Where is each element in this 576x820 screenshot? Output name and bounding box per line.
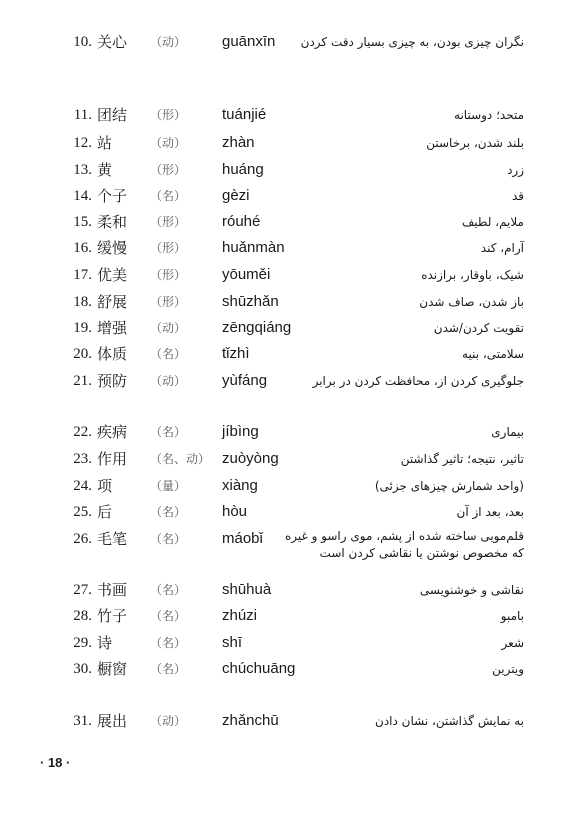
entry-number: 15. bbox=[73, 214, 92, 230]
entry-number: 29. bbox=[73, 635, 92, 651]
entry-number: 11. bbox=[73, 107, 92, 123]
part-of-speech: （名） bbox=[150, 662, 187, 676]
entry-number: 13. bbox=[73, 162, 92, 178]
chinese-word: 橱窗 bbox=[97, 660, 128, 678]
chinese-word: 后 bbox=[97, 503, 113, 521]
vocab-entry bbox=[0, 578, 576, 602]
persian-definition: جلوگیری کردن از، محافظت کردن در برابر bbox=[312, 374, 524, 388]
part-of-speech: （量） bbox=[150, 479, 187, 493]
persian-definition: به نمایش گذاشتن، نشان دادن bbox=[375, 714, 524, 728]
chinese-word: 关心 bbox=[97, 33, 128, 51]
persian-definition: سلامتی، بنیه bbox=[462, 347, 524, 361]
entry-number: 14. bbox=[73, 188, 92, 204]
entry-number: 24. bbox=[73, 478, 92, 494]
persian-definition: (واحد شمارش چیزهای جزئی) bbox=[374, 479, 524, 493]
part-of-speech: （形） bbox=[150, 241, 187, 255]
part-of-speech: （名、动） bbox=[150, 452, 211, 466]
vocab-entry bbox=[0, 30, 576, 54]
entry-number: 12. bbox=[73, 135, 92, 151]
pinyin: róuhé bbox=[222, 213, 261, 230]
persian-definition: بیماری bbox=[491, 425, 524, 439]
entry-number: 10. bbox=[73, 34, 92, 50]
persian-definition: زرد bbox=[507, 163, 524, 177]
chinese-word: 个子 bbox=[97, 187, 128, 205]
entry-number: 28. bbox=[73, 608, 92, 624]
page-number: · 18 · bbox=[40, 755, 71, 770]
chinese-word: 优美 bbox=[97, 266, 128, 284]
chinese-word: 舒展 bbox=[97, 293, 128, 311]
pinyin: yùfáng bbox=[222, 372, 268, 389]
part-of-speech: （名） bbox=[150, 609, 187, 623]
persian-definition: نگران چیزی بودن، به چیزی بسیار دقت کردن bbox=[300, 35, 524, 49]
entry-number: 20. bbox=[73, 346, 92, 362]
persian-definition: بعد، بعد از آن bbox=[456, 505, 524, 519]
persian-definition: ویترین bbox=[492, 662, 524, 676]
entry-number: 25. bbox=[73, 504, 92, 520]
pinyin: shī bbox=[222, 634, 243, 651]
pinyin: huáng bbox=[222, 161, 264, 178]
vocab-entry bbox=[0, 474, 576, 498]
chinese-word: 黄 bbox=[97, 161, 113, 179]
persian-definition: نقاشی و خوشنویسی bbox=[419, 583, 524, 597]
vocab-entry bbox=[0, 236, 576, 260]
part-of-speech: （形） bbox=[150, 268, 187, 282]
persian-definition: بلند شدن، برخاستن bbox=[426, 136, 524, 150]
persian-definition: شعر bbox=[501, 636, 524, 650]
part-of-speech: （名） bbox=[150, 636, 187, 650]
part-of-speech: （形） bbox=[150, 108, 187, 122]
chinese-word: 站 bbox=[97, 134, 113, 152]
vocab-entry bbox=[0, 420, 576, 444]
persian-definition: قلم‌مویی ساخته شده از پشم، موی راسو و غیره که مخصوص نوشتن یا نقاشی کردن است bbox=[284, 529, 524, 560]
vocab-entry bbox=[0, 500, 576, 524]
vocab-entry bbox=[0, 447, 576, 471]
chinese-word: 作用 bbox=[97, 450, 128, 468]
vocab-entry bbox=[0, 184, 576, 208]
persian-definition: باز شدن، صاف شدن bbox=[419, 295, 524, 309]
persian-definition: ملایم، لطیف bbox=[461, 215, 524, 229]
pinyin: xiàng bbox=[222, 477, 258, 494]
chinese-word: 预防 bbox=[97, 372, 128, 390]
part-of-speech: （动） bbox=[150, 321, 187, 335]
entry-number: 16. bbox=[73, 240, 92, 256]
entry-number: 21. bbox=[73, 373, 92, 389]
persian-definition: بامبو bbox=[500, 609, 524, 623]
chinese-word: 疾病 bbox=[97, 423, 128, 441]
persian-definition: آرام، کند bbox=[480, 241, 524, 255]
part-of-speech: （名） bbox=[150, 425, 187, 439]
vocab-entry bbox=[0, 263, 576, 287]
persian-definition: تقویت کردن/شدن bbox=[433, 321, 524, 335]
pinyin: tuánjié bbox=[222, 106, 267, 123]
vocab-entry bbox=[0, 131, 576, 155]
part-of-speech: （动） bbox=[150, 714, 187, 728]
vocab-entry bbox=[0, 316, 576, 340]
chinese-word: 展出 bbox=[97, 712, 128, 730]
chinese-word: 项 bbox=[97, 477, 113, 495]
vocab-entry bbox=[0, 158, 576, 182]
vocab-entry bbox=[0, 604, 576, 628]
pinyin: shūhuà bbox=[222, 581, 272, 598]
vocab-entry bbox=[0, 210, 576, 234]
entry-number: 26. bbox=[73, 531, 92, 547]
part-of-speech: （动） bbox=[150, 35, 187, 49]
entry-number: 30. bbox=[73, 661, 92, 677]
chinese-word: 体质 bbox=[97, 345, 128, 363]
part-of-speech: （形） bbox=[150, 215, 187, 229]
chinese-word: 竹子 bbox=[97, 607, 128, 625]
part-of-speech: （名） bbox=[150, 583, 187, 597]
vocab-entry bbox=[0, 657, 576, 681]
pinyin: gèzi bbox=[222, 187, 250, 204]
persian-definition: متحد؛ دوستانه bbox=[454, 108, 524, 122]
vocab-entry bbox=[0, 369, 576, 393]
pinyin: yōuměi bbox=[222, 266, 271, 283]
pinyin: zhúzi bbox=[222, 607, 258, 624]
vocab-entry bbox=[0, 709, 576, 733]
pinyin: hòu bbox=[222, 503, 248, 520]
entry-number: 18. bbox=[73, 294, 92, 310]
part-of-speech: （形） bbox=[150, 295, 187, 309]
chinese-word: 书画 bbox=[97, 581, 128, 599]
chinese-word: 缓慢 bbox=[97, 239, 128, 257]
entry-number: 23. bbox=[73, 451, 92, 467]
pinyin: guānxīn bbox=[222, 33, 276, 50]
part-of-speech: （名） bbox=[150, 532, 187, 546]
part-of-speech: （名） bbox=[150, 347, 187, 361]
pinyin: máobǐ bbox=[222, 530, 263, 547]
vocab-entry bbox=[0, 342, 576, 366]
pinyin: zēngqiáng bbox=[222, 319, 292, 336]
entry-number: 17. bbox=[73, 267, 92, 283]
vocab-entry bbox=[0, 103, 576, 127]
pinyin: zuòyòng bbox=[222, 450, 279, 467]
part-of-speech: （名） bbox=[150, 189, 187, 203]
part-of-speech: （动） bbox=[150, 136, 187, 150]
entry-number: 19. bbox=[73, 320, 92, 336]
chinese-word: 诗 bbox=[97, 634, 113, 652]
pinyin: tǐzhì bbox=[222, 345, 250, 362]
entry-number: 22. bbox=[73, 424, 92, 440]
persian-definition: قد bbox=[511, 189, 524, 203]
chinese-word: 增强 bbox=[97, 319, 128, 337]
part-of-speech: （动） bbox=[150, 374, 187, 388]
pinyin: chúchuāng bbox=[222, 660, 296, 677]
persian-definition: تاثیر، نتیجه؛ تاثیر گذاشتن bbox=[400, 452, 524, 466]
pinyin: zhàn bbox=[222, 134, 255, 151]
vocab-entry bbox=[0, 631, 576, 655]
part-of-speech: （形） bbox=[150, 163, 187, 177]
entry-number: 31. bbox=[73, 713, 92, 729]
pinyin: jíbìng bbox=[222, 423, 259, 440]
pinyin: shūzhǎn bbox=[222, 293, 279, 310]
chinese-word: 毛笔 bbox=[97, 530, 128, 548]
part-of-speech: （名） bbox=[150, 505, 187, 519]
pinyin: huǎnmàn bbox=[222, 239, 285, 256]
vocab-entry bbox=[0, 527, 576, 567]
chinese-word: 团结 bbox=[97, 106, 128, 124]
vocab-entry bbox=[0, 290, 576, 314]
pinyin: zhǎnchū bbox=[222, 712, 279, 729]
chinese-word: 柔和 bbox=[97, 213, 128, 231]
persian-definition: شیک، باوقار، برازنده bbox=[421, 268, 524, 282]
entry-number: 27. bbox=[73, 582, 92, 598]
